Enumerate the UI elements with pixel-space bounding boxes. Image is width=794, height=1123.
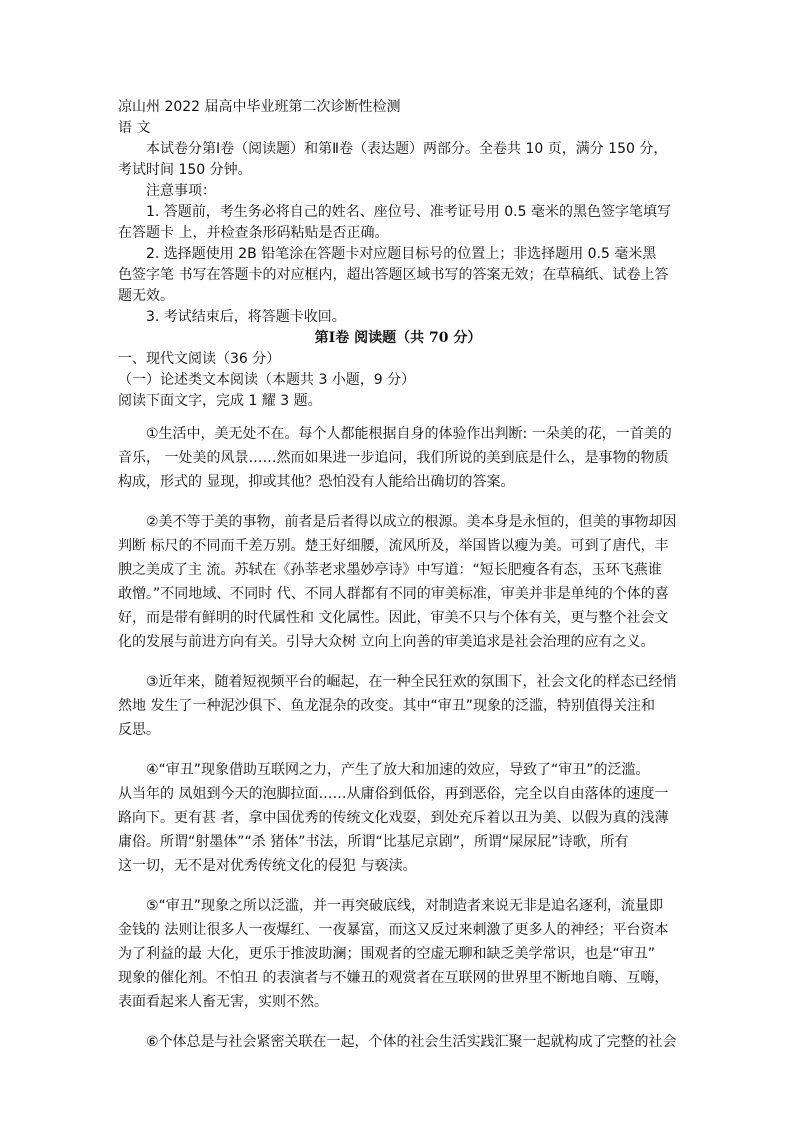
paragraph-line: 音乐， 一处美的风景……然而如果进一步追问，我们所说的美到底是什么，是事物的物质: [118, 450, 669, 466]
notice-item-2-line-1: 2. 选择题使用 2B 铅笔涂在答题卡对应题目标号的位置上；非选择题用 0.5 毫米黑: [146, 246, 657, 262]
paragraph-line: 金钱的 法则让很多人一夜爆红、一夜暴富，而这又反过来刺激了更多人的神经；平台资本: [118, 922, 669, 938]
paragraph-4: [118, 758, 678, 878]
paragraph-line: ②美不等于美的事物，前者是后者得以成立的根源。美本身是永恒的，但美的事物却因: [146, 514, 677, 530]
paragraph-line: 这一切，无不是对优秀传统文化的侵犯 与亵渎。: [118, 858, 417, 874]
exam-page: [118, 97, 678, 1054]
paragraph-line: 好，而是带有鲜明的时代属性和 文化属性。因此，审美不只与个体有关，更与整个社会文: [118, 610, 669, 626]
paragraph-line: ⑥个体总是与社会紧密关联在一起，个体的社会生活实践汇聚一起就构成了完整的社会: [146, 1034, 677, 1050]
section-title: 第Ⅰ卷 阅读题（共 70 分）: [314, 330, 482, 346]
paragraph-line: ③近年来，随着短视频平台的崛起，在一种全民狂欢的氛围下，社会文化的样态已经悄: [146, 674, 677, 690]
paragraph-line: ⑤“审丑”现象之所以泛滥，并一再突破底线，对制造者来说无非是追名逐利，流量即: [146, 898, 664, 914]
paragraph-line: 从当年的 凤姐到今天的泡脚拉面……从庸俗到低俗，再到恶俗，完全以自由落体的速度一: [118, 786, 669, 802]
paragraph-line: 现象的催化剂。不怕丑 的表演者与不嫌丑的观赏者在互联网的世界里不断地自嗨、互嗨，: [118, 970, 669, 986]
paragraph-line: 反思。: [118, 722, 160, 738]
paragraph-5: [118, 894, 678, 1014]
paragraph-line: 构成，形式的 显现，抑或其他？恐怕没有人能给出确切的答案。: [118, 474, 515, 490]
paragraph-line: 表面看起来人畜无害，实则不然。: [118, 994, 328, 1010]
notice-item-2-line-2: 色签字笔 书写在答题卡的对应框内，超出答题区域书写的答案无效；在草稿纸、试卷上答: [118, 267, 669, 283]
paragraph-line: 判断 标尺的不同而千差万别。楚王好细腰，流风所及，举国皆以瘦为美。可到了唐代，丰: [118, 538, 669, 554]
paragraph-1: [118, 422, 678, 494]
notice-item-3: 3. 考试结束后，将答题卡收回。: [146, 309, 346, 325]
subpart-heading: （一）论述类文本阅读（本题共 3 小题，9 分）: [118, 372, 416, 388]
paragraph-line: ①生活中，美无处不在。每个人都能根据自身的体验作出判断: 一朵美的花，一首美的: [146, 426, 672, 442]
paragraph-line: 为了利益的最 大化，更乐于推波助澜；围观者的空虚无聊和缺乏美学常识，也是“审丑”: [118, 946, 655, 962]
paragraph-line: 化的发展与前进方向有关。引导大众树 立向上向善的审美追求是社会治理的应有之义。: [118, 634, 655, 650]
subject-label: 语 文: [118, 120, 151, 136]
paragraph-line: 腴之美成了主 流。苏轼在《孙莘老求墨妙亭诗》中写道：“短长肥瘦各有态，玉环飞燕谁: [118, 562, 662, 578]
intro-line-1: 本试卷分第Ⅰ卷（阅读题）和第Ⅱ卷（表达题）两部分。全卷共 10 页，满分 150 分，: [146, 141, 668, 157]
paragraph-line: ④“审丑”现象借助互联网之力，产生了放大和加速的效应，导致了“审丑”的泛滥。: [146, 762, 650, 778]
paragraph-line: 敢憎。”不同地域、不同时 代、不同人群都有不同的审美标准，审美并非是单纯的个体的喜: [118, 586, 669, 602]
exam-title: 凉山州 2022 届高中毕业班第二次诊断性检测: [118, 99, 401, 115]
reading-directive: 阅读下面文字，完成 1 耀 3 题。: [118, 393, 322, 409]
notice-item-1-line-2: 在答题卡 上，并检查条形码粘贴是否正确。: [118, 225, 389, 241]
paragraph-line: 路向下。更有甚 者，拿中国优秀的传统文化戏耍，到处充斥着以丑为美、以假为真的浅薄: [118, 810, 669, 826]
notice-label: 注意事项：: [146, 183, 216, 199]
part-heading: 一、现代文阅读（36 分）: [118, 351, 281, 367]
paragraph-6: [118, 1030, 678, 1054]
paragraph-line: 然地 发生了一种泥沙俱下、鱼龙混杂的改变。其中“审丑”现象的泛滥，特别值得关注和: [118, 698, 655, 714]
paragraph-line: 庸俗。所谓“射墨体”“杀 猪体”书法，所谓“比基尼京剧”，所谓“屎尿屁”诗歌，所有: [118, 834, 629, 850]
paragraph-3: [118, 670, 678, 742]
notice-item-1-line-1: 1. 答题前，考生务必将自己的姓名、座位号、准考证号用 0.5 毫米的黑色签字笔填写: [146, 204, 671, 220]
notice-item-2-line-3: 题无效。: [118, 288, 174, 304]
intro-line-2: 考试时间 150 分钟。: [118, 162, 252, 178]
paragraph-2: [118, 510, 678, 654]
